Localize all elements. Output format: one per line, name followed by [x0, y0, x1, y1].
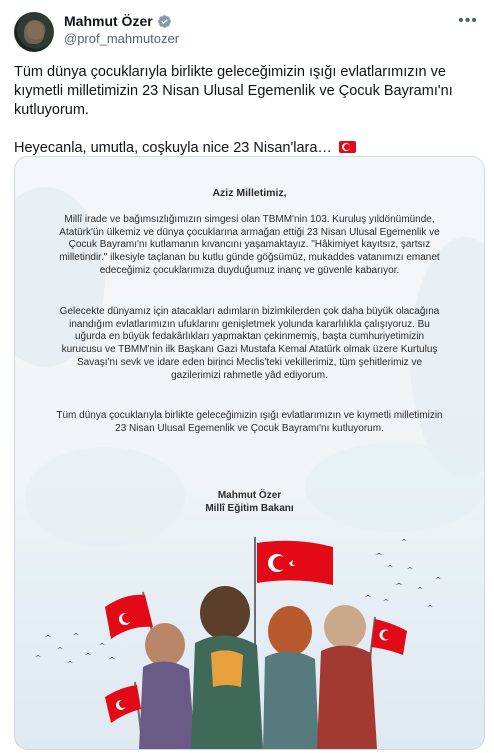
- signature-name: Mahmut Özer: [217, 490, 282, 501]
- author-name[interactable]: Mahmut Özer: [64, 13, 172, 29]
- letter-paragraph-3: Tüm dünya çocuklarıyla birlikte geleceğimizin ışığı evlatlarımızın ve kıymetli milletimizin 23 Nisan Ulusal Egemenlik ve Çocuk Bayramı'nı kutluyorum.: [56, 410, 443, 434]
- tweet-text-line1: Tüm dünya çocuklarıyla birlikte geleceğimizin ışığı evlatlarımızın ve kıymetli milletimizin 23 Nisan Ulusal Egemenlik ve Çocuk Bayramı'nı kutluyorum.: [14, 64, 453, 118]
- turkey-flag-icon: [339, 141, 356, 153]
- profile-avatar[interactable]: [14, 12, 54, 52]
- tweet-image[interactable]: [14, 156, 485, 750]
- signature-title: Millî Eğitim Bakanı: [205, 503, 294, 514]
- children-with-flags-illustration: [15, 527, 484, 749]
- letter-paragraph-2: Gelecekte dünyamız için atacakları adımların bizimkilerden çok daha büyük olacağına inandığım evlatlarımızın ufuklarını genişletmek yolunda kararlılıkla çalışıyoruz. Bu uğurda en büyük fedakârlıkları yapmaktan çekinmemiş, başta cumhuriyetimizin kurucusu ve TBMM'nin ilk Başkanı Gazi Mustafa Kemal Atatürk olmak üzere Kurtuluş Savaşı'nı sevk ve idare eden birinci Meclis'teki vekillerimiz, tüm şehitlerimiz ve gazilerimizi rahmetle yâd ediyorum.: [59, 306, 440, 381]
- children: [139, 586, 377, 749]
- letter-salutation: Aziz Milletimiz,: [212, 187, 287, 199]
- letter-paragraph-1: Millî irade ve bağımsızlığımızın simgesi olan TBMM'nin 103. Kuruluş yıldönümünde, Atatürk'ün ülkemiz ve dünya çocuklarına armağan ettiği 23 Nisan Ulusal Egemenlik ve Çocuk Bayramı'nı kutlamanın kıvancını yaşamaktayız. "Hâkimiyet kayıtsız, şartsız milletindir." ilkesiyle taçlanan bu kutlu günde göğsümüz, mukaddes vatanımızı emanet edeceğimiz çocuklarımıza duyduğumuz inanç ve güvenle kabarıyor.: [59, 214, 440, 276]
- author-handle[interactable]: @prof_mahmutozer: [64, 31, 180, 46]
- tweet-header: [14, 10, 480, 54]
- verified-badge-icon: [157, 14, 172, 29]
- more-options-icon[interactable]: •••: [458, 12, 478, 29]
- tweet-text-line2: Heyecanla, umutla, coşkuyla nice 23 Nisan'lara…: [14, 139, 476, 158]
- tweet-text: [14, 63, 476, 158]
